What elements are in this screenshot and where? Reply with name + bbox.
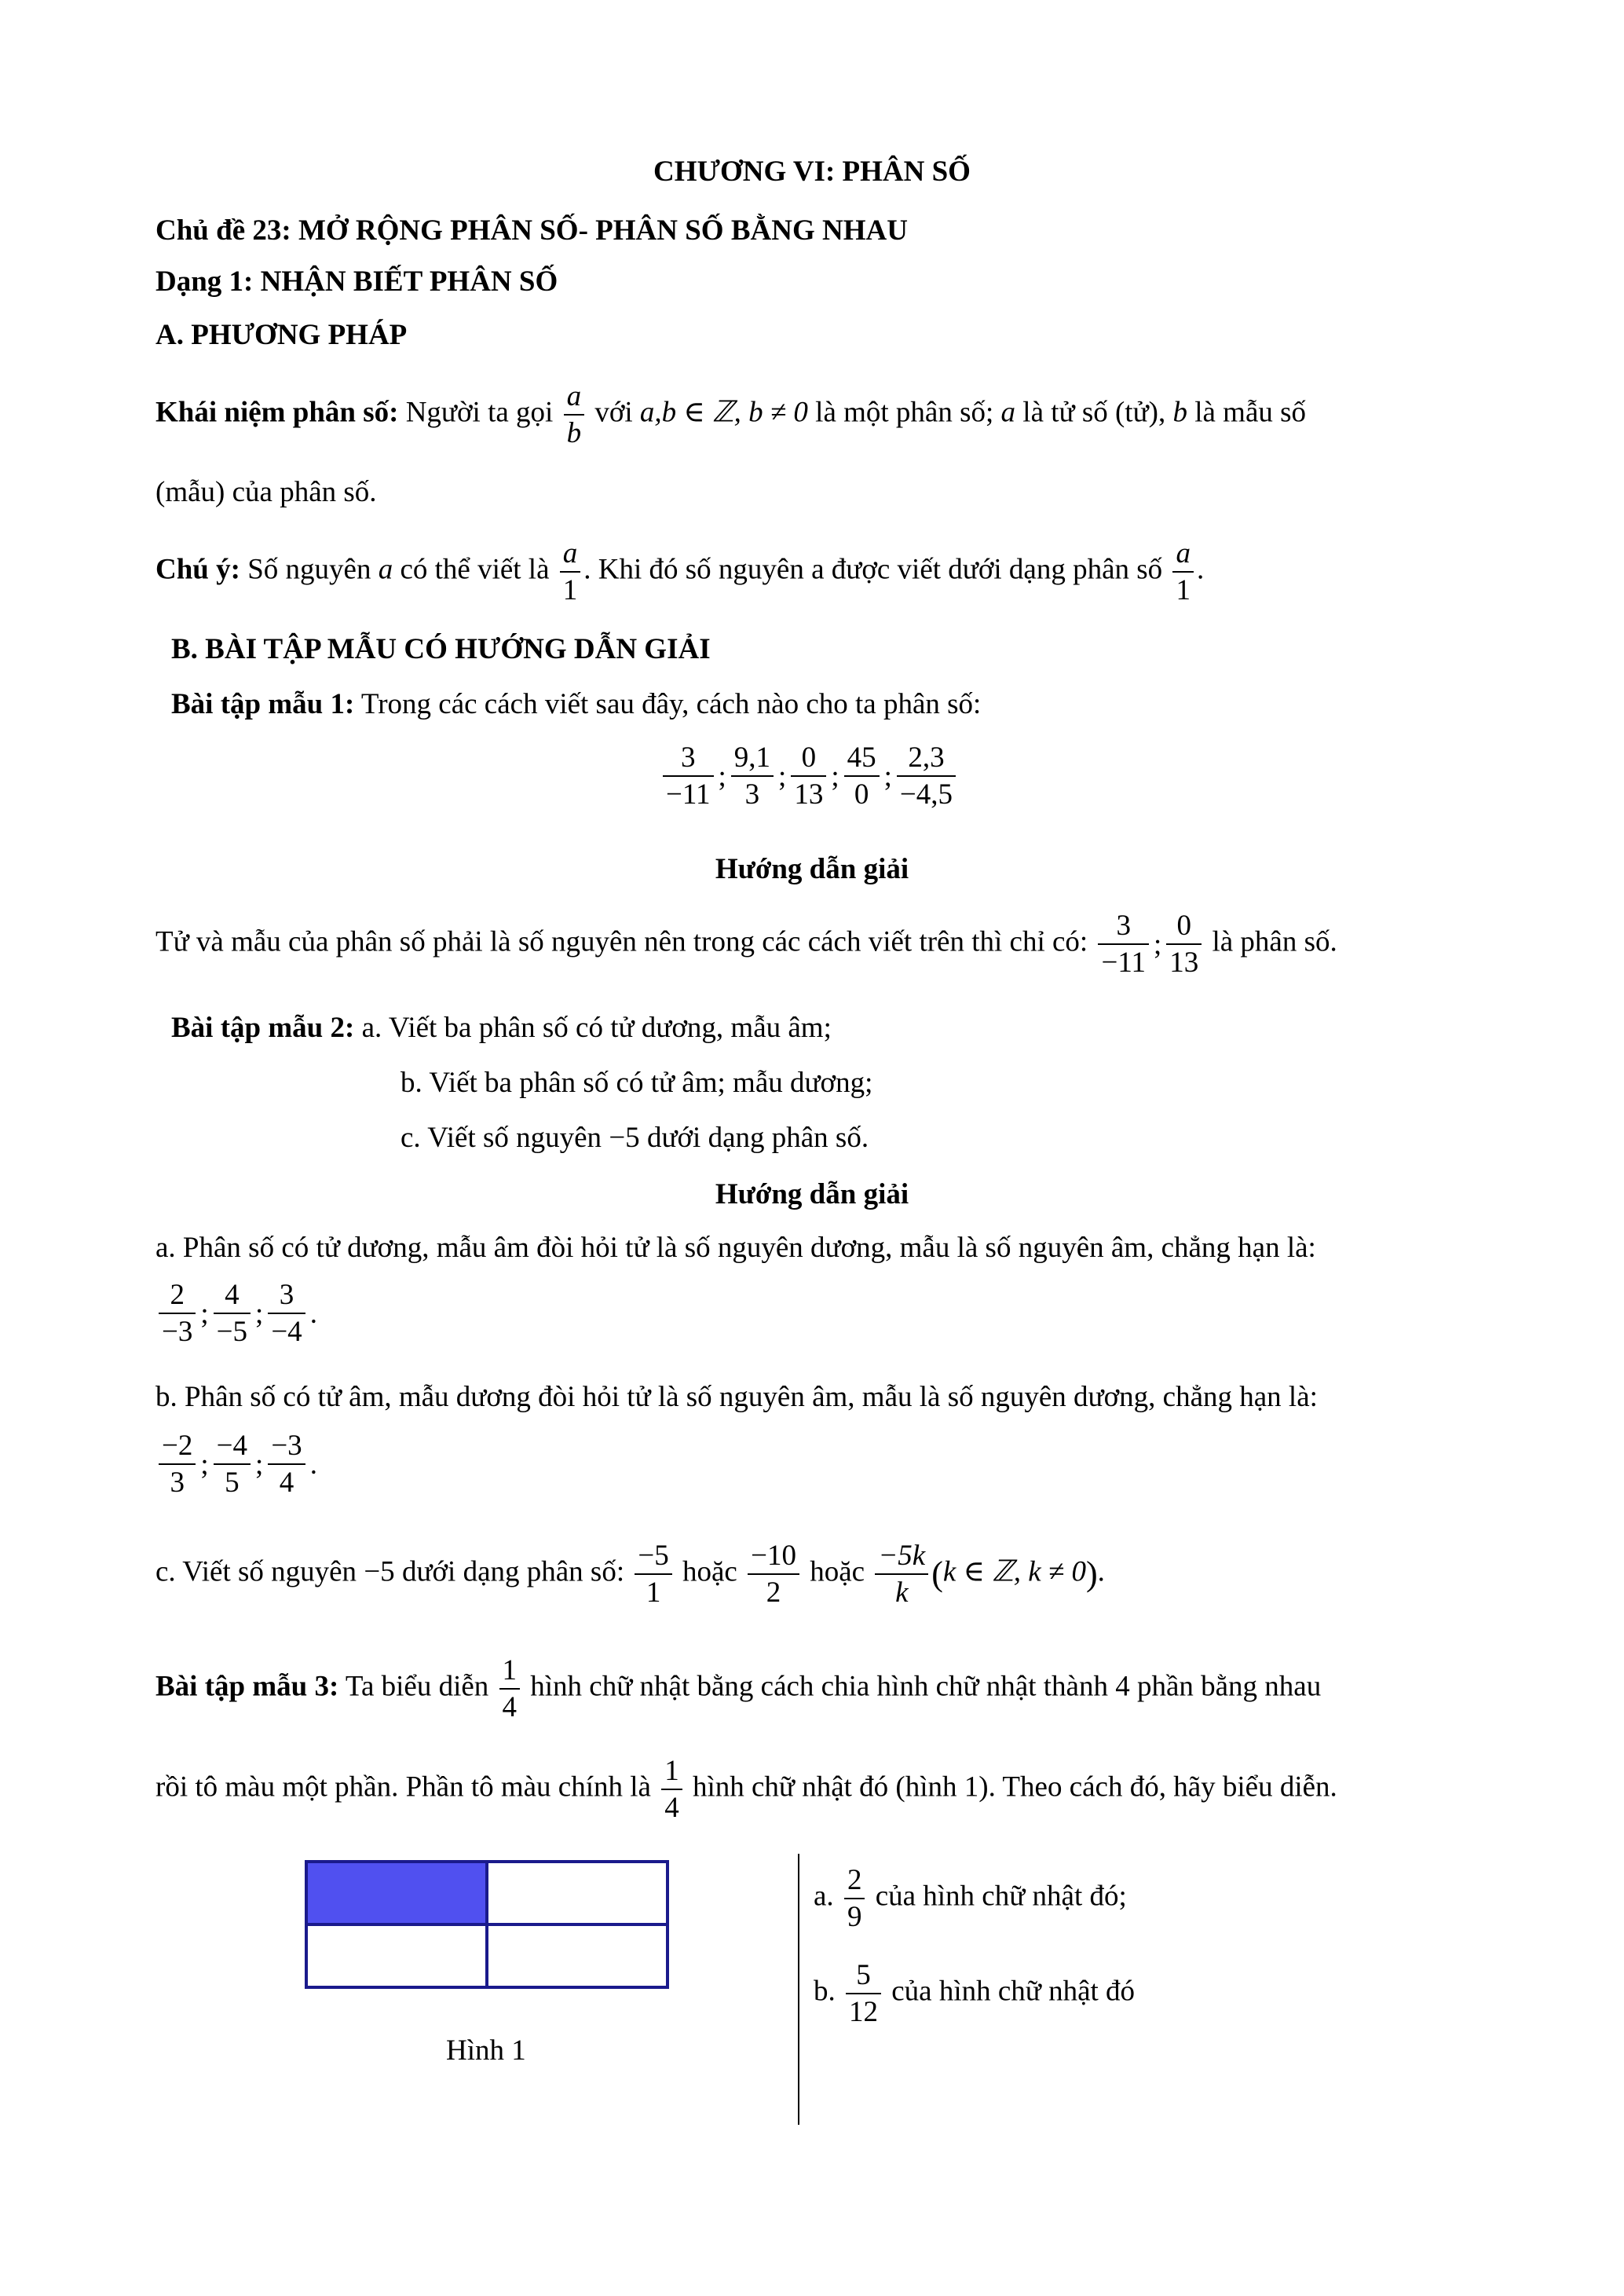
denominator: 3: [159, 1463, 196, 1497]
ex2-line-a: [171, 1013, 832, 1042]
fraction: [1166, 911, 1202, 977]
option-a-text: của hình chữ nhật đó;: [875, 1880, 1127, 1913]
ex3-text-2: hình chữ nhật bằng cách chia hình chữ nhật thành 4 phần bằng nhau: [530, 1670, 1322, 1703]
denominator: −11: [1098, 943, 1149, 977]
denominator: −4,5: [897, 775, 956, 809]
fraction: [268, 1431, 305, 1497]
ex1-answer-text: Tử và mẫu của phân số phải là số nguyên nên trong các cách viết trên thì chỉ có:: [155, 925, 1088, 958]
numerator: 2: [170, 1279, 185, 1311]
fraction: [214, 1280, 251, 1346]
fraction: [897, 743, 956, 809]
ex2-solution-b: b. Phân số có tử âm, mẫu dương đòi hỏi tử là số nguyên âm, mẫu là số nguyên dương, chẳng hạn là:: [155, 1381, 1318, 1413]
numerator: 0: [801, 742, 817, 774]
option-b-text: của hình chữ nhật đó: [891, 1975, 1136, 2008]
ex2-item-b: b. Viết ba phân số có tử âm; mẫu dương;: [401, 1067, 873, 1099]
separator: ;: [255, 1297, 264, 1330]
ex3-text-1: Ta biểu diễn: [345, 1670, 489, 1703]
separator: ;: [200, 1448, 209, 1481]
ex2-item-c: [401, 1123, 869, 1152]
denominator: 4: [499, 1688, 521, 1722]
concept-text-4: là tử số (tử),: [1022, 396, 1166, 429]
denominator: 2: [748, 1573, 799, 1607]
ex2-item-a: a. Viết ba phân số có tử dương, mẫu âm;: [361, 1012, 832, 1044]
fraction: [214, 1431, 251, 1497]
figure-1-rectangle-grid: [298, 1854, 675, 1995]
ex2-guide-heading: Hướng dẫn giải: [715, 1178, 909, 1210]
ex1-fraction-list: [660, 743, 959, 809]
numerator: −5: [638, 1540, 669, 1572]
figure-caption: Hình 1: [446, 2034, 526, 2067]
ex2-solution-a: a. Phân số có tử dương, mẫu âm đòi hỏi tử là số nguyên dương, mẫu là số nguyên âm, chẳng hạn là:: [155, 1232, 1316, 1264]
type-label: Dạng 1:: [155, 265, 254, 298]
ex2-fractions-a: [155, 1280, 319, 1346]
separator: ;: [778, 760, 787, 793]
separator: ;: [831, 760, 839, 793]
var-b: b: [1172, 396, 1187, 429]
numerator: a: [566, 380, 582, 412]
numerator: a: [1176, 537, 1191, 569]
denominator: 4: [661, 1789, 682, 1822]
numerator: −10: [751, 1540, 796, 1572]
separator: ;: [255, 1448, 264, 1481]
var-a: a: [1000, 396, 1016, 429]
topic-title: MỞ RỘNG PHÂN SỐ- PHÂN SỐ BẰNG NHAU: [298, 214, 908, 247]
denominator: 1: [560, 571, 581, 605]
fraction-a-over-1-second: [1172, 539, 1194, 605]
denominator: b: [564, 414, 585, 448]
period: .: [309, 1297, 317, 1330]
section-a-heading: A. PHƯƠNG PHÁP: [155, 319, 408, 351]
option-a: [814, 1866, 1127, 1932]
numerator: −4: [216, 1430, 248, 1462]
shaded-quarter: [306, 1862, 487, 1924]
option-b: [814, 1961, 1135, 2027]
topic-heading: [155, 216, 908, 245]
note-label: Chú ý:: [155, 553, 240, 586]
note-end: .: [1196, 553, 1205, 586]
fraction: [844, 1866, 865, 1932]
numerator: 1: [664, 1755, 679, 1787]
fraction: [268, 1280, 305, 1346]
ex2-sol-c-text-1: c. Viết số nguyên: [155, 1555, 357, 1588]
note-line: [155, 539, 1204, 605]
fraction: [844, 743, 880, 809]
paren-open: (: [931, 1554, 943, 1593]
type-heading: [155, 267, 558, 296]
ex2-fractions-b: [155, 1431, 319, 1497]
denominator: 5: [214, 1463, 251, 1497]
concept-condition: a,b ∈ ℤ, b ≠ 0: [639, 396, 808, 429]
paren-close: ): [1085, 1554, 1098, 1593]
separator: ;: [1153, 928, 1162, 961]
section-b-heading: B. BÀI TẬP MẪU CÓ HƯỚNG DẪN GIẢI: [171, 633, 711, 665]
denominator: −5: [214, 1313, 251, 1346]
ex3-line-1: [155, 1656, 1321, 1722]
ex1-answer-end: là phân số.: [1212, 925, 1337, 958]
concept-text-3: là một phân số;: [815, 396, 994, 429]
ex2-label: Bài tập mẫu 2:: [171, 1012, 355, 1044]
concept-line: [155, 382, 1306, 448]
denominator: 13: [791, 775, 826, 809]
ex2-sol-c-text-2: dưới dạng phân số:: [401, 1555, 625, 1588]
concept-text-2: với: [594, 396, 633, 429]
numerator: a: [562, 537, 578, 569]
fraction: [1098, 911, 1149, 977]
separator: ;: [718, 760, 726, 793]
numerator: 45: [847, 742, 876, 774]
chapter-title: CHƯƠNG VI: PHÂN SỐ: [653, 156, 971, 188]
denominator: 12: [846, 1993, 881, 2027]
fraction: [635, 1541, 671, 1607]
ex3-label: Bài tập mẫu 3:: [155, 1670, 339, 1703]
fraction: [731, 743, 774, 809]
ex1-line: [171, 690, 981, 719]
or-word: hoặc: [682, 1555, 737, 1588]
concept-line-2: (mẫu) của phân số.: [155, 476, 377, 508]
fraction: [159, 1431, 196, 1497]
period: .: [1097, 1555, 1105, 1588]
ex1-guide-heading: Hướng dẫn giải: [715, 853, 909, 885]
ex2-solution-c: [155, 1541, 1105, 1607]
numerator: −3: [271, 1430, 302, 1462]
denominator: 9: [844, 1898, 865, 1932]
numerator: 3: [279, 1279, 294, 1311]
denominator: −4: [268, 1313, 305, 1346]
numerator: 9,1: [733, 742, 771, 774]
numerator: 1: [502, 1654, 518, 1686]
denominator: −3: [159, 1313, 196, 1346]
ex2-c-text-2: dưới dạng phân số.: [646, 1122, 869, 1154]
ex1-label: Bài tập mẫu 1:: [171, 688, 355, 720]
concept-label: Khái niệm phân số:: [155, 396, 399, 429]
option-b-label: b.: [814, 1975, 836, 2008]
topic-label: Chủ đề 23:: [155, 214, 291, 247]
fraction: [748, 1541, 799, 1607]
type-title: NHẬN BIẾT PHÂN SỐ: [260, 265, 558, 298]
note-text-1: Số nguyên: [247, 553, 371, 586]
numerator: −5k: [878, 1540, 926, 1572]
denominator: 1: [635, 1573, 671, 1607]
denominator: k: [875, 1573, 928, 1607]
fraction: [875, 1541, 928, 1607]
var-a: a: [378, 553, 393, 586]
note-text-3: . Khi đó số nguyên a được viết dưới dạng phân số: [583, 553, 1163, 586]
denominator: −11: [663, 775, 714, 809]
fraction-one-quarter: [499, 1656, 521, 1722]
concept-text-1: Người ta gọi: [405, 396, 554, 429]
separator: ;: [200, 1297, 209, 1330]
fraction: [159, 1280, 196, 1346]
ex3-text-3: rồi tô màu một phần. Phần tô màu chính là: [155, 1771, 651, 1803]
concept-text-5: là mẫu số: [1194, 396, 1307, 429]
ex2-c-number: −5: [609, 1122, 640, 1154]
numerator: 0: [1176, 910, 1191, 942]
denominator: 4: [268, 1463, 305, 1497]
ex3-line-2: [155, 1756, 1337, 1822]
numerator: 5: [856, 1959, 871, 1991]
fraction: [663, 743, 714, 809]
denominator: 1: [1172, 571, 1194, 605]
denominator: 0: [844, 775, 880, 809]
period: .: [309, 1448, 317, 1481]
denominator: 13: [1166, 943, 1202, 977]
note-text-2: có thể viết là: [400, 553, 550, 586]
numerator: 4: [225, 1279, 240, 1311]
fraction-a-over-b: [564, 382, 585, 448]
ex1-text: Trong các cách viết sau đây, cách nào cho ta phân số:: [360, 688, 982, 720]
denominator: 3: [731, 775, 774, 809]
numerator: 2,3: [908, 742, 945, 774]
ex1-answer-line: [155, 911, 1337, 977]
k-condition: k ∈ ℤ, k ≠ 0: [942, 1555, 1086, 1588]
separator: ;: [883, 760, 892, 793]
or-word: hoặc: [810, 1555, 865, 1588]
ex3-text-4: hình chữ nhật đó (hình 1). Theo cách đó, hãy biểu diễn.: [692, 1771, 1337, 1803]
numerator: −2: [162, 1430, 193, 1462]
ex2-sol-c-number: −5: [364, 1555, 395, 1588]
fraction-a-over-1: [560, 539, 581, 605]
column-divider: [798, 1854, 799, 2125]
fraction: [846, 1961, 881, 2027]
option-a-label: a.: [814, 1880, 834, 1913]
numerator: 3: [681, 742, 696, 774]
numerator: 2: [847, 1864, 862, 1896]
fraction: [791, 743, 826, 809]
ex2-c-text-1: c. Viết số nguyên: [401, 1122, 602, 1154]
numerator: 3: [1116, 910, 1131, 942]
fraction-one-quarter: [661, 1756, 682, 1822]
